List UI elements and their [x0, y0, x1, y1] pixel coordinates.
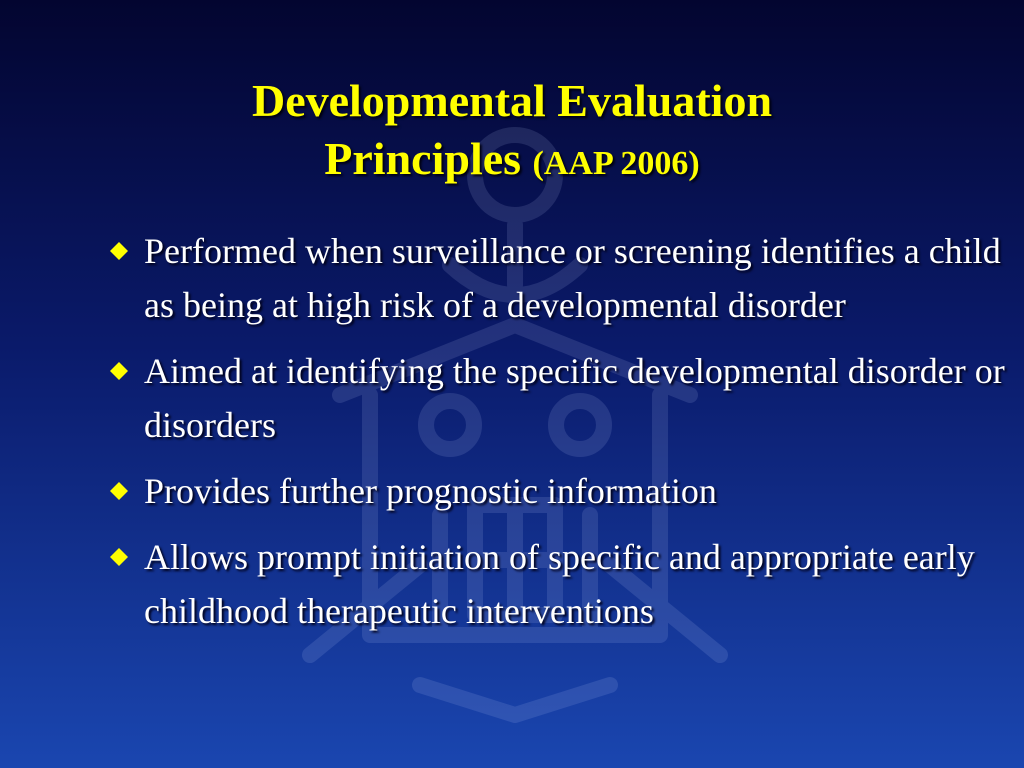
bullet-text: Performed when surveillance or screening identifies a child as being at high risk of a developmental disorder [144, 231, 1001, 325]
diamond-bullet-icon [110, 482, 128, 500]
bullet-text: Aimed at identifying the specific developmental disorder or disorders [144, 351, 1005, 445]
title-source: (AAP 2006) [532, 145, 700, 182]
diamond-bullet-icon [110, 548, 128, 566]
title-line-1: Developmental Evaluation [251, 75, 773, 126]
diamond-bullet-icon [110, 362, 128, 380]
title-line-2 [0, 130, 1024, 193]
list-item [108, 464, 1008, 518]
bullet-text: Allows prompt initiation of specific and appropriate early childhood therapeutic interventions [144, 537, 975, 631]
title-principles: Principles [324, 133, 522, 184]
slide-title [0, 72, 1024, 193]
list-item [108, 344, 1008, 452]
diamond-bullet-icon [110, 242, 128, 260]
list-item [108, 224, 1008, 332]
bullet-text: Provides further prognostic information [144, 471, 717, 511]
list-item [108, 530, 1008, 638]
bullet-list [108, 224, 1008, 650]
